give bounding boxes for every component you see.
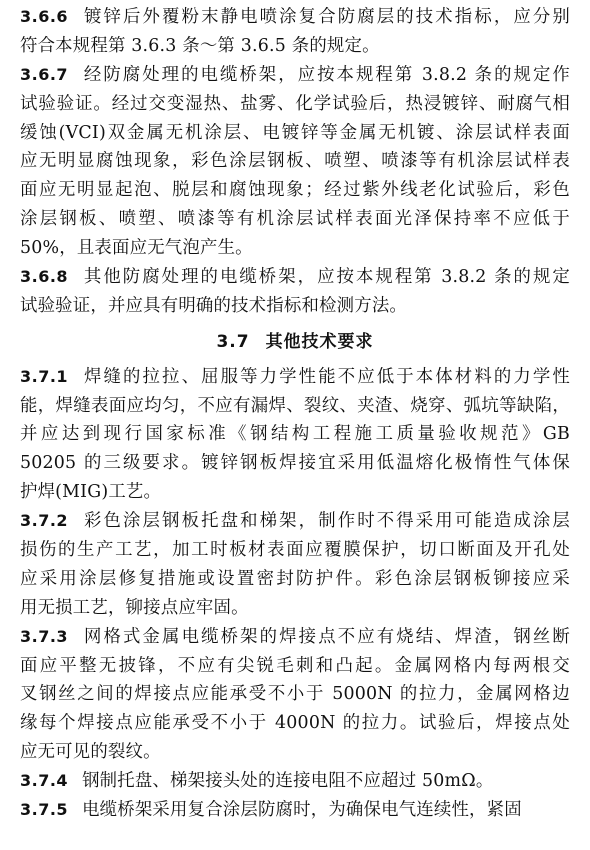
clause-text: 焊缝的拉拉、屈服等力学性能不应低于本体材料的力学性 xyxy=(82,366,570,387)
text-line xyxy=(20,565,570,594)
text-line xyxy=(20,3,570,32)
clause-number: 3.7.2 xyxy=(20,511,69,531)
text-line xyxy=(20,292,570,321)
clause-text: 网格式金属电缆桥架的焊接点不应有烧结、焊渣，钢丝断 xyxy=(82,626,570,647)
text-line xyxy=(20,623,570,652)
clause-text: 缘每个焊接点应能承受不小于 4000N 的拉力。试验后，焊接点处 xyxy=(20,713,570,734)
section-number: 3.7 xyxy=(216,331,250,352)
text-line xyxy=(20,507,570,536)
clause xyxy=(20,796,570,825)
text-line xyxy=(20,478,570,507)
text-line xyxy=(20,767,570,796)
text-line xyxy=(20,449,570,478)
clause xyxy=(20,263,570,321)
clause-number: 3.7.5 xyxy=(20,800,69,820)
text-line xyxy=(20,680,570,709)
text-line xyxy=(20,652,570,681)
text-line xyxy=(20,147,570,176)
text-line xyxy=(20,392,570,421)
text-line xyxy=(20,234,570,263)
clause-text: 涂层钢板、喷塑、喷漆等有机涂层试样表面光泽保持率不应低于 xyxy=(20,209,570,230)
clause-text: 50%，且表面应无气泡产生。 xyxy=(20,238,253,259)
clause xyxy=(20,507,570,623)
clause-text: 用无损工艺，铆接点应牢固。 xyxy=(20,597,249,618)
clause-text: 试验验证。经过交变湿热、盐雾、化学试验后，热浸镀锌、耐腐气相 xyxy=(20,93,570,114)
clause xyxy=(20,623,570,767)
text-line xyxy=(20,420,570,449)
clause-number: 3.7.1 xyxy=(20,366,69,386)
text-line xyxy=(20,363,570,392)
clause-text: 面应平整无披锋，不应有尖锐毛刺和凸起。金属网格内每两根交 xyxy=(20,655,570,676)
clause-text: 镀锌后外覆粉末静电喷涂复合防腐层的技术指标，应分别 xyxy=(82,7,570,27)
text-line xyxy=(20,119,570,148)
clause-number: 3.7.4 xyxy=(20,771,69,791)
clause-number: 3.6.8 xyxy=(20,267,69,287)
clause-text: 缓蚀(VCI)双金属无机涂层、电镀锌等金属无机镀、涂层试样表面 xyxy=(20,122,570,143)
text-line xyxy=(20,796,570,825)
text-line xyxy=(20,738,570,767)
clause-text: 其他防腐处理的电缆桥架，应按本规程第 3.8.2 条的规定 xyxy=(82,267,570,288)
clause-text: 能，焊缝表面应均匀，不应有漏焊、裂纹、夹渣、烧穿、弧坑等缺陷， xyxy=(20,395,570,416)
clause-text: 损伤的生产工艺，加工时板材表面应覆膜保护，切口断面及开孔处 xyxy=(20,540,570,561)
clause-text: 符合本规程第 3.6.3 条～第 3.6.5 条的规定。 xyxy=(20,35,380,56)
text-line xyxy=(20,32,570,61)
text-line xyxy=(20,536,570,565)
text-line xyxy=(20,61,570,90)
text-line xyxy=(20,90,570,119)
clauses-before xyxy=(20,3,570,321)
clause-text: 叉钢丝之间的焊接点应能承受不小于 5000N 的拉力，金属网格边 xyxy=(20,684,570,705)
text-line xyxy=(20,205,570,234)
clause-text: 应采用涂层修复措施或设置密封防护件。彩色涂层钢板铆接应采 xyxy=(20,568,570,589)
text-line xyxy=(20,263,570,292)
clause-text: 经防腐处理的电缆桥架，应按本规程第 3.8.2 条的规定作 xyxy=(82,64,570,85)
text-line xyxy=(20,594,570,623)
clause-text: 试验验证，并应具有明确的技术指标和检测方法。 xyxy=(20,295,407,316)
clause xyxy=(20,3,570,61)
clause xyxy=(20,767,570,796)
text-line xyxy=(20,709,570,738)
clauses-after xyxy=(20,363,570,825)
section-heading xyxy=(20,328,570,357)
clause-number: 3.7.3 xyxy=(20,626,69,646)
clause-text: 护焊(MIG)工艺。 xyxy=(20,482,162,503)
clause xyxy=(20,61,570,263)
clause-text: 应无可见的裂纹。 xyxy=(20,742,161,763)
text-line xyxy=(20,176,570,205)
clause-text: 并应达到现行国家标准《钢结构工程施工质量验收规范》GB xyxy=(20,424,570,445)
clause-text: 面应无明显起泡、脱层和腐蚀现象；经过紫外线老化试验后，彩色 xyxy=(20,180,570,201)
clause-text: 电缆桥架采用复合涂层防腐时，为确保电气连续性，紧固 xyxy=(82,800,522,821)
section-title: 其他技术要求 xyxy=(265,331,374,352)
clause-number: 3.6.7 xyxy=(20,64,69,84)
clause-text: 钢制托盘、梯架接头处的连接电阻不应超过 50mΩ。 xyxy=(82,771,494,792)
clause-text: 50205 的三级要求。镀锌钢板焊接宜采用低温熔化极惰性气体保 xyxy=(20,453,570,474)
clause-text: 应无明显腐蚀现象，彩色涂层钢板、喷塑、喷漆等有机涂层试样表 xyxy=(20,151,570,172)
clause-number: 3.6.6 xyxy=(20,7,69,26)
clause xyxy=(20,363,570,507)
clause-text: 彩色涂层钢板托盘和梯架，制作时不得采用可能造成涂层 xyxy=(82,511,570,532)
